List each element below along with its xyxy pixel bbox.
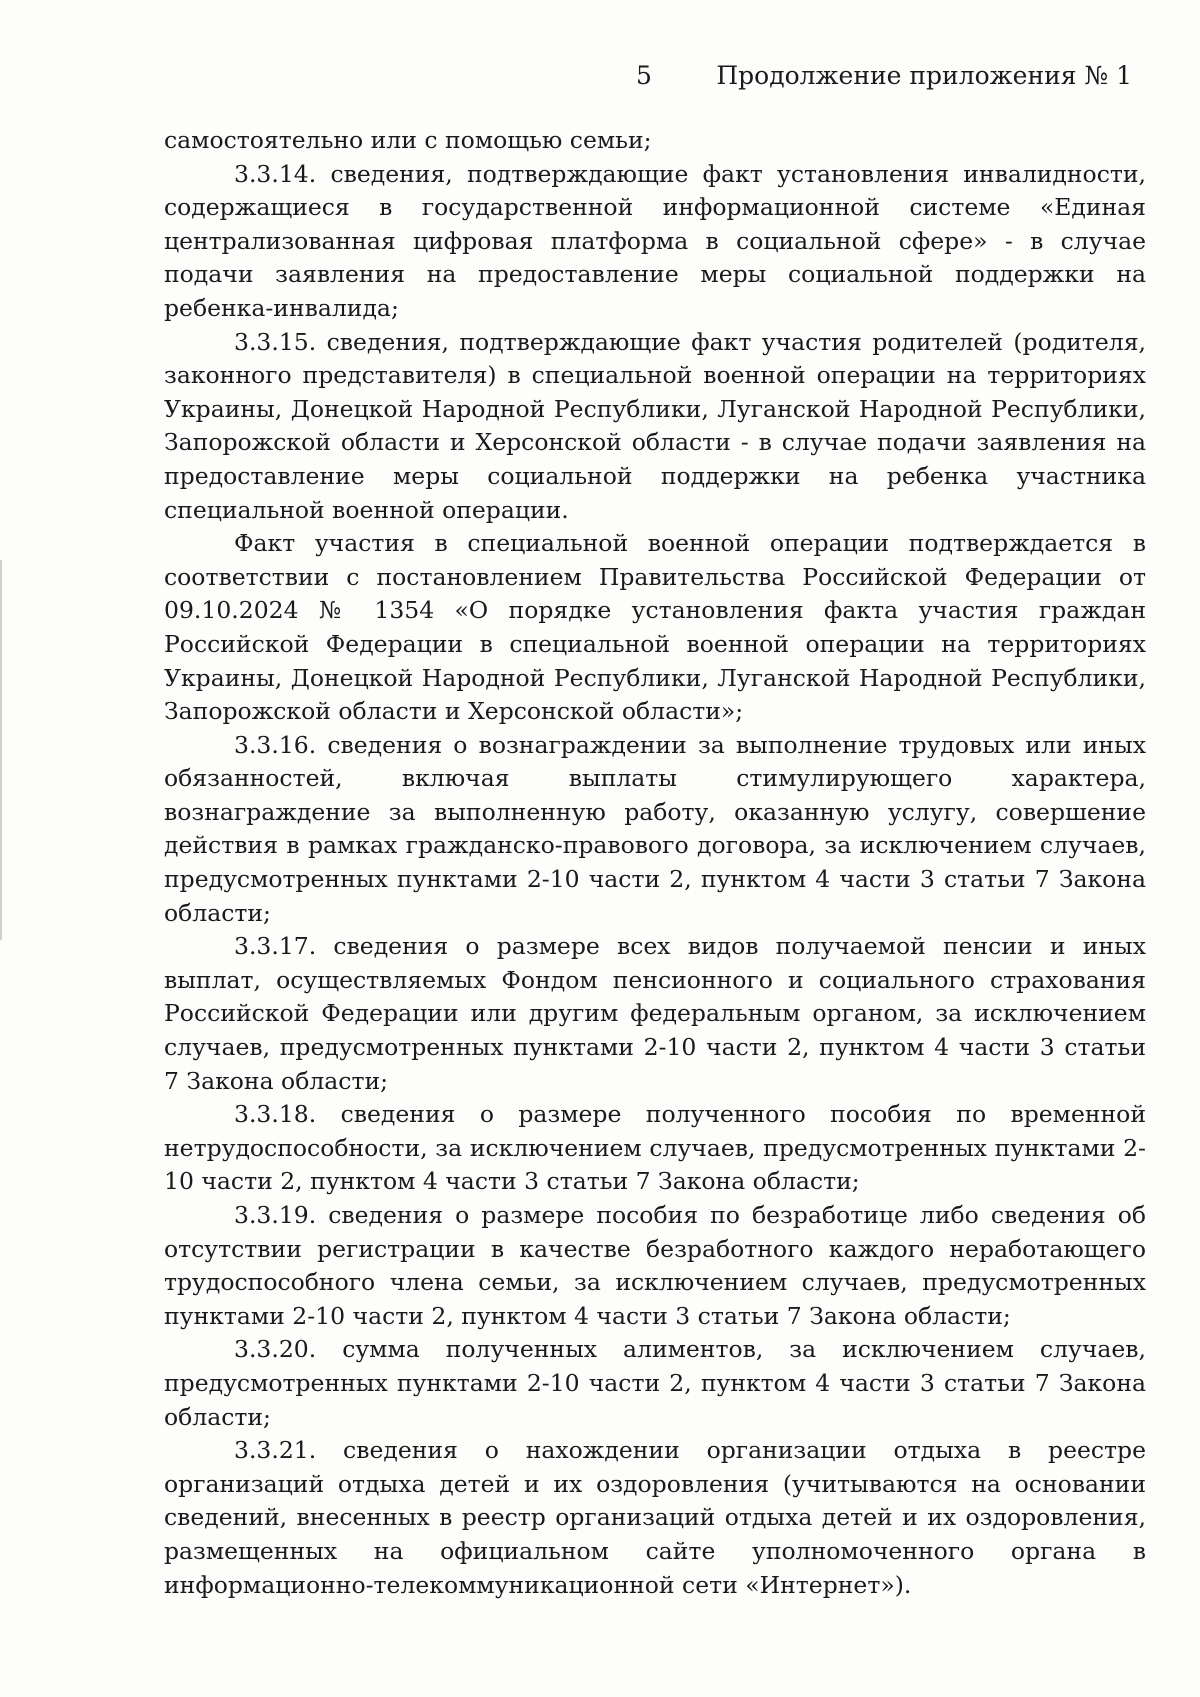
paragraph-3-3-18: 3.3.18. сведения о размере полученного пособия по временной нетрудоспособности, за исключением случаев, предусмотренных пунктами 2-10 части 2, пунктом 4 части 3 статьи 7 Закона области; (164, 1100, 1146, 1196)
document-body (164, 124, 1146, 1602)
paragraph-3-3-17: 3.3.17. сведения о размере всех видов получаемой пенсии и иных выплат, осуществляемых Фондом пенсионного и социального страхования Российской Федерации или другим федеральным органом, за исключением случаев, предусмотренных пунктами 2-10 части 2, пунктом 4 части 3 статьи 7 Закона области; (164, 932, 1146, 1095)
paragraph-svo-confirmation: Факт участия в специальной военной операции подтверждается в соответствии с постановлением Правительства Российской Федерации от 09.10.2024 № 1354 «О порядке установления факта участия граждан Российской Федерации в специальной военной операции на территориях Украины, Донецкой Народной Республики, Луганской Народной Республики, Запорожской области и Херсонской области»; (164, 529, 1146, 726)
scan-edge-shadow (0, 560, 2, 940)
page-header (0, 58, 1200, 98)
paragraph-3-3-21: 3.3.21. сведения о нахождении организации отдыха в реестре организаций отдыха детей и их оздоровления (учитываются на основании сведений, внесенных в реестр организаций отдыха детей и их оздоровления, размещенных на официальном сайте уполномоченного органа в информационно-телекоммуникационной сети «Интернет»). (164, 1436, 1146, 1599)
paragraph-3-3-16: 3.3.16. сведения о вознаграждении за выполнение трудовых или иных обязанностей, включая выплаты стимулирующего характера, вознаграждение за выполненную работу, оказанную услугу, совершение действия в рамках гражданско-правового договора, за исключением случаев, предусмотренных пунктами 2-10 части 2, пунктом 4 части 3 статьи 7 Закона области; (164, 730, 1146, 927)
paragraph: самостоятельно или с помощью семьи; (164, 126, 652, 154)
paragraph-3-3-20: 3.3.20. сумма полученных алиментов, за исключением случаев, предусмотренных пунктами 2-10 части 2, пунктом 4 части 3 статьи 7 Закона области; (164, 1335, 1146, 1431)
appendix-continuation-note: Продолжение приложения № 1 (716, 61, 1132, 90)
paragraph-3-3-15: 3.3.15. сведения, подтверждающие факт участия родителей (родителя, законного представителя) в специальной военной операции на территориях Украины, Донецкой Народной Республики, Луганской Народной Республики, Запорожской области и Херсонской области - в случае подачи заявления на предоставление меры социальной поддержки на ребенка участника специальной военной операции. (164, 327, 1146, 524)
page-number: 5 (636, 61, 652, 90)
paragraph-3-3-19: 3.3.19. сведения о размере пособия по безработице либо сведения об отсутствии регистрации в качестве безработного каждого неработающего трудоспособного члена семьи, за исключением случаев, предусмотренных пунктами 2-10 части 2, пунктом 4 части 3 статьи 7 Закона области; (164, 1201, 1146, 1330)
paragraph-3-3-14: 3.3.14. сведения, подтверждающие факт установления инвалидности, содержащиеся в государственной информационной системе «Единая централизованная цифровая платформа в социальной сфере» - в случае подачи заявления на предоставление меры социальной поддержки на ребенка-инвалида; (164, 159, 1146, 322)
